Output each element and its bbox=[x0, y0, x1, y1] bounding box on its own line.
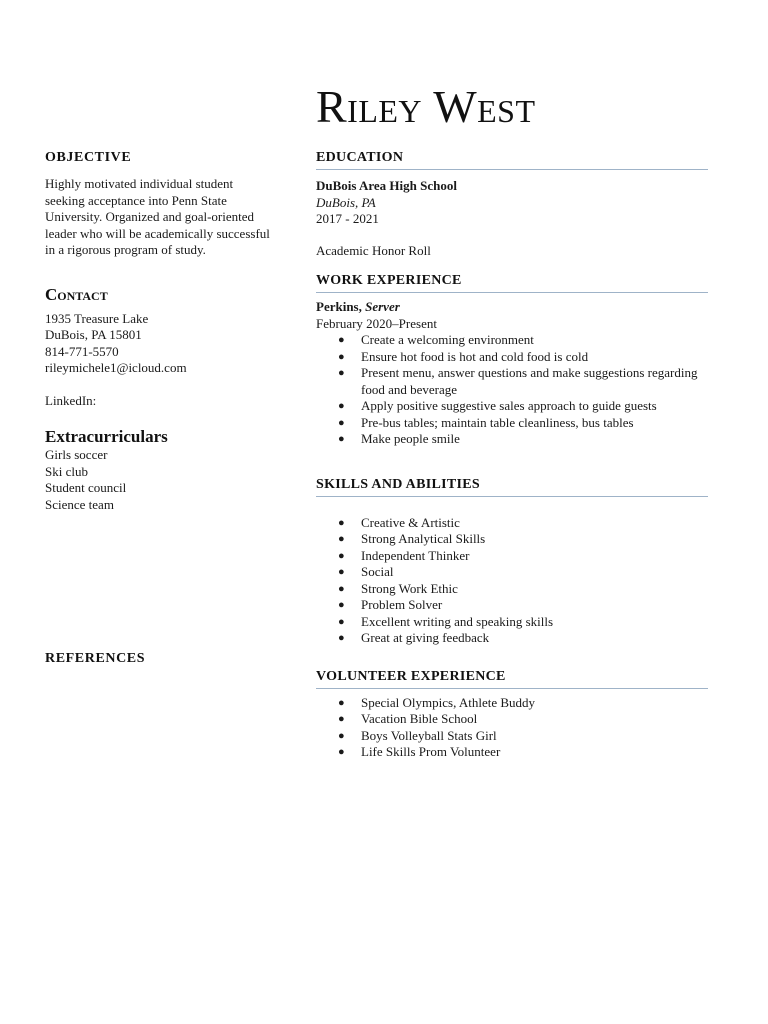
extracurriculars-list bbox=[45, 447, 275, 513]
skills-heading: SKILLS AND ABILITIES bbox=[316, 477, 708, 497]
references-heading: REFERENCES bbox=[45, 651, 146, 666]
education-location: DuBois, PA bbox=[316, 194, 376, 210]
list-item: Ski club bbox=[45, 463, 88, 479]
work-role: Server bbox=[365, 299, 400, 314]
list-item: ● Independent Thinker bbox=[338, 547, 470, 563]
volunteer-heading: VOLUNTEER EXPERIENCE bbox=[316, 669, 708, 689]
list-item: Girls soccer bbox=[45, 447, 108, 462]
list-item: ● Make people smile bbox=[338, 431, 460, 446]
list-item: ● Ensure hot food is hot and cold food is cold bbox=[338, 348, 589, 364]
volunteer-bullet-list bbox=[316, 695, 708, 761]
list-item: Student council bbox=[45, 480, 127, 495]
education-honor: Academic Honor Roll bbox=[316, 242, 431, 258]
list-item: ● Great at giving feedback bbox=[338, 630, 490, 645]
list-item: ● Creative & Artistic bbox=[338, 514, 460, 530]
list-item: ● Strong Work Ethic bbox=[338, 580, 458, 596]
list-item: ● Social bbox=[338, 564, 394, 579]
list-item: ● Life Skills Prom Volunteer bbox=[338, 744, 501, 759]
contact-block bbox=[45, 311, 275, 410]
education-heading: EDUCATION bbox=[316, 150, 708, 170]
objective-text: Highly motivated individual student seeking acceptance into Penn State University. Organized and goal-oriented leader who will be academically successful in a rigorous program of study. bbox=[45, 176, 270, 257]
list-item: ● Create a welcoming environment bbox=[338, 332, 534, 347]
list-item: ● Special Olympics, Athlete Buddy bbox=[338, 694, 536, 710]
list-item: ● Pre-bus tables; maintain table cleanliness, bus tables bbox=[338, 414, 634, 430]
list-item: Science team bbox=[45, 496, 114, 512]
left-column bbox=[45, 150, 275, 667]
objective-heading: OBJECTIVE bbox=[45, 150, 132, 165]
contact-heading: Contact bbox=[45, 284, 108, 304]
list-item: ● Excellent writing and speaking skills bbox=[338, 613, 554, 629]
extracurriculars-heading: Extracurriculars bbox=[45, 427, 168, 446]
list-item: ● Problem Solver bbox=[338, 597, 443, 612]
work-dates: February 2020–Present bbox=[316, 315, 437, 331]
work-block bbox=[316, 299, 708, 448]
contact-phone: 814-771-5570 bbox=[45, 343, 119, 359]
contact-email[interactable]: rileymichele1@icloud.com bbox=[45, 360, 187, 375]
list-item: ● Vacation Bible School bbox=[338, 711, 478, 726]
contact-address-line2: DuBois, PA 15801 bbox=[45, 327, 142, 342]
work-heading: WORK EXPERIENCE bbox=[316, 273, 708, 293]
list-item: ● Present menu, answer questions and make suggestions regarding food and beverage bbox=[338, 365, 698, 397]
education-block bbox=[316, 178, 708, 259]
work-employer: Perkins, bbox=[316, 299, 362, 314]
education-school: DuBois Area High School bbox=[316, 178, 457, 193]
right-column bbox=[316, 150, 708, 761]
list-item: ● Boys Volleyball Stats Girl bbox=[338, 727, 497, 743]
skills-bullet-list bbox=[316, 515, 708, 647]
work-bullet-list bbox=[316, 332, 708, 448]
resume-name: Riley West bbox=[316, 81, 536, 132]
education-years: 2017 - 2021 bbox=[316, 211, 379, 226]
list-item: ● Strong Analytical Skills bbox=[338, 531, 486, 546]
contact-address-line1: 1935 Treasure Lake bbox=[45, 310, 149, 326]
contact-linkedin: LinkedIn: bbox=[45, 392, 97, 408]
list-item: ● Apply positive suggestive sales approach to guide guests bbox=[338, 398, 657, 413]
